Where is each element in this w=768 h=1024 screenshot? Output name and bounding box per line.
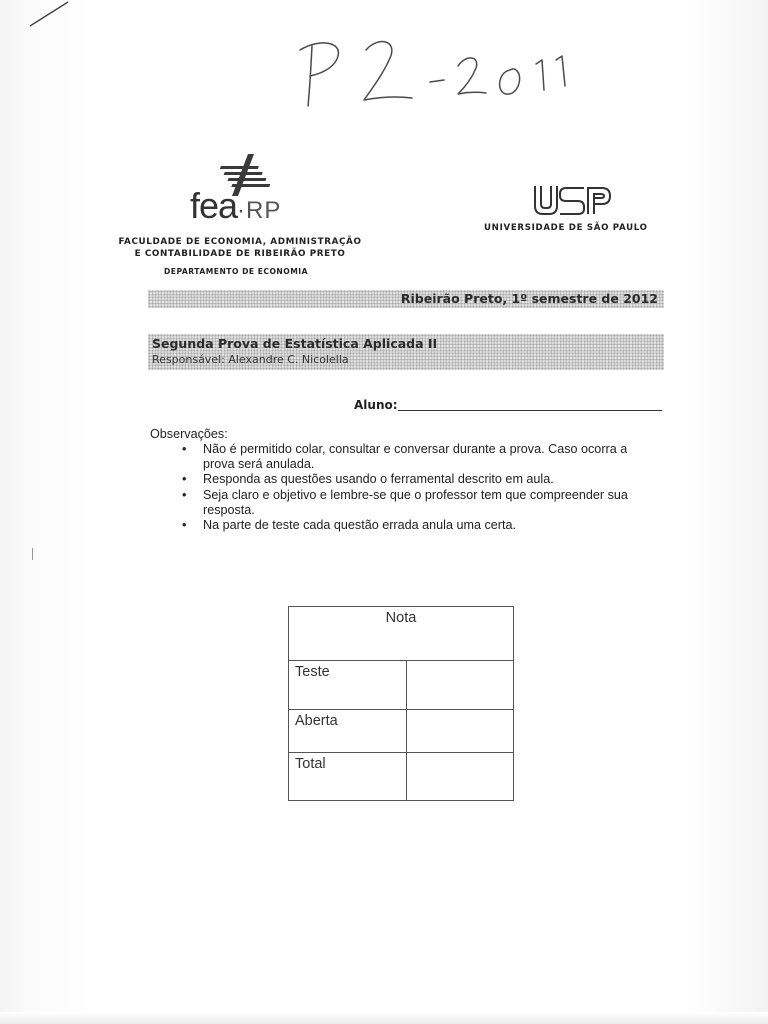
exam-title-band (148, 334, 664, 370)
observation-item (176, 518, 646, 533)
fea-rp-wordmark (190, 186, 281, 231)
fea-rp-logo (190, 152, 300, 230)
grade-row (289, 661, 514, 710)
grade-row-value (407, 753, 514, 801)
date-line: Ribeirão Preto, 1º semestre de 2012 (400, 291, 658, 306)
grade-row-value (407, 661, 514, 710)
grade-row-label: Total (289, 753, 407, 801)
handwritten-note (280, 24, 600, 114)
grade-row-label: Teste (289, 661, 407, 710)
faculty-name (110, 236, 370, 260)
student-label: Aluno: (354, 398, 398, 412)
usp-logo-icon (532, 182, 612, 220)
bullet-icon: • (182, 487, 187, 502)
exam-responsible: Responsável: Alexandre C. Nicolella (152, 353, 349, 366)
grade-table-header-row (289, 607, 514, 661)
bullet-icon: • (182, 472, 187, 487)
handwritten-note-drawing (280, 24, 600, 114)
bullet-icon: • (182, 442, 187, 456)
fea-wordmark-main: fea (190, 185, 238, 226)
observation-item (176, 442, 646, 472)
observation-item (176, 488, 646, 518)
corner-pen-mark (28, 0, 78, 30)
faculty-line-2: E CONTABILIDADE DE RIBEIRÃO PRETO (134, 249, 346, 259)
observation-text: Seja claro e objetivo e lembre-se que o professor tem que compreender sua resposta. (203, 487, 628, 517)
observations-title: Observações: (150, 427, 228, 441)
fea-wordmark-suffix: ·RP (237, 197, 282, 224)
grade-row (289, 710, 514, 753)
observation-text: Responda as questões usando o ferramental descrito em aula. (203, 472, 554, 487)
bullet-icon: • (182, 518, 187, 533)
grade-table (288, 606, 514, 801)
scan-bottom-shadow (0, 1012, 768, 1024)
observation-item (176, 472, 646, 487)
grade-table-header: Nota (289, 607, 514, 661)
grade-row-value (407, 710, 514, 753)
department-name: DEPARTAMENTO DE ECONOMIA (164, 267, 309, 276)
observation-text: Não é permitido colar, consultar e conversar durante a prova. Caso ocorra a prova será anulada. (203, 442, 628, 472)
usp-name: UNIVERSIDADE DE SÃO PAULO (484, 223, 648, 233)
student-name-line[interactable] (398, 410, 662, 411)
date-header-band (148, 290, 664, 308)
scan-edge-mark (32, 548, 36, 560)
observations-list (176, 442, 646, 533)
grade-row-label: Aberta (289, 710, 407, 753)
usp-logo (532, 182, 612, 220)
exam-title: Segunda Prova de Estatística Aplicada II (152, 336, 438, 351)
faculty-line-1: FACULDADE DE ECONOMIA, ADMINISTRAÇÃO (118, 237, 362, 247)
observation-text: Na parte de teste cada questão errada anula uma certa. (203, 518, 516, 533)
grade-row (289, 753, 514, 801)
